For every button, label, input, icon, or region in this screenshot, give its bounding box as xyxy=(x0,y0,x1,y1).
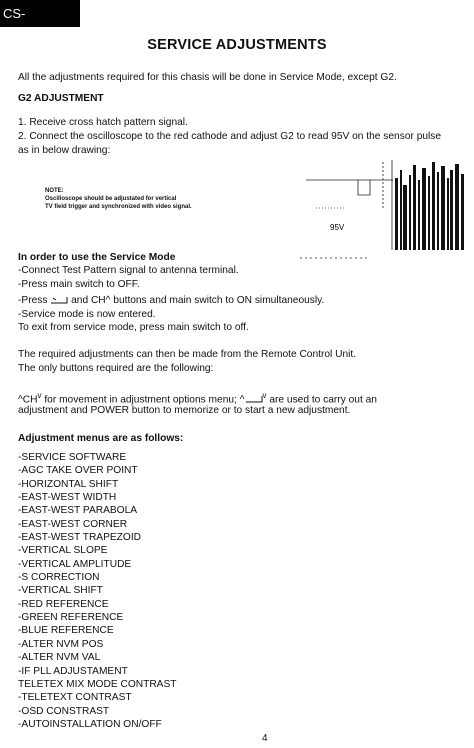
sensor-pulse xyxy=(358,180,370,195)
remote-line-2: The only buttons required are the following: xyxy=(18,363,214,374)
menu-item: -SERVICE SOFTWARE xyxy=(18,452,127,463)
menu-item: -AGC TAKE OVER POINT xyxy=(18,465,138,477)
adjustment-menu-list xyxy=(18,451,177,731)
menu-item: -EAST-WEST CORNER xyxy=(18,518,128,530)
note-line-1: Oscilloscope should be adjustated for vertical xyxy=(45,196,177,202)
menu-item: -IF PLL ADJUSTAMENT xyxy=(18,665,128,677)
video-signal-bars xyxy=(395,162,464,250)
menu-item: -RED REFERENCE xyxy=(18,598,109,610)
service-mode-heading: In order to use the Service Mode xyxy=(18,252,176,263)
menu-item: -VERTICAL SLOPE xyxy=(18,545,108,557)
up-arrow-icon: ^ xyxy=(239,394,245,406)
volume-icon xyxy=(245,395,263,404)
menu-item: TELETEX MIX MODE CONTRAST xyxy=(18,678,177,690)
page-title: SERVICE ADJUSTMENTS xyxy=(147,37,327,53)
scope-voltage-label: 95V xyxy=(330,223,345,232)
menu-item: -EAST-WEST WIDTH xyxy=(18,492,117,504)
menu-item: -HORIZONTAL SHIFT xyxy=(18,478,119,490)
remote-line-4: adjustment and POWER button to memorize or to start a new adjustment. xyxy=(18,405,351,416)
ch-button-label: ^CH xyxy=(18,394,38,406)
down-arrow-icon: v xyxy=(262,391,267,400)
g2-heading: G2 ADJUSTMENT xyxy=(18,93,104,104)
remote-line-3 xyxy=(18,391,377,405)
menus-heading: Adjustment menus are as follows: xyxy=(18,433,184,444)
menu-item: -ALTER NVM VAL xyxy=(18,652,101,664)
menu-item: -BLUE REFERENCE xyxy=(18,625,114,637)
menu-item: -VERTICAL SHIFT xyxy=(18,585,103,597)
menu-item: -S CORRECTION xyxy=(18,572,100,584)
menu-item: -VERTICAL AMPLITUDE xyxy=(18,558,132,570)
page-number: 4 xyxy=(262,733,268,744)
g2-step-1: 1. Receive cross hatch pattern signal. xyxy=(18,117,188,128)
service-mode-line-5: To exit from service mode, press main switch to off. xyxy=(18,322,249,333)
menu-item: -EAST-WEST TRAPEZOID xyxy=(18,532,142,544)
service-mode-line-2: -Press main switch to OFF. xyxy=(18,279,140,290)
volume-down-icon xyxy=(50,296,68,305)
g2-step-2: 2. Connect the oscilloscope to the red cathode and adjust G2 to read 95V on the sensor pulse xyxy=(18,131,442,142)
g2-step-2-cont: as in below drawing: xyxy=(18,145,111,156)
menu-item: -GREEN REFERENCE xyxy=(18,612,124,624)
ch-down-icon: v xyxy=(37,391,42,400)
press-label: -Press xyxy=(18,295,48,306)
remote-line-1: The required adjustments can then be made from the Remote Control Unit. xyxy=(18,349,357,360)
note-label: NOTE: xyxy=(45,188,64,194)
menu-item: -AUTOINSTALLATION ON/OFF xyxy=(18,718,162,730)
remote-line-3-mid: for movement in adjustment options menu; xyxy=(44,394,237,406)
menu-item: -ALTER NVM POS xyxy=(18,638,104,650)
intro-text: All the adjustments required for this chasis will be done in Service Mode, except G2. xyxy=(18,72,397,83)
model-tag: CS-MODELS xyxy=(0,0,80,27)
menu-item: -TELETEXT CONTRAST xyxy=(18,692,132,704)
service-mode-line-1: -Connect Test Pattern signal to antenna terminal. xyxy=(18,265,239,276)
service-mode-line-3 xyxy=(18,295,324,306)
press-label-rest: and CH^ buttons and main switch to ON simultaneously. xyxy=(71,295,325,306)
oscilloscope-note xyxy=(45,187,192,211)
remote-line-3-rest: are used to carry out an xyxy=(269,394,377,406)
menu-item: -OSD CONSTRAST xyxy=(18,705,110,717)
note-line-2: TV field trigger and synchronized with video signal. xyxy=(45,204,192,210)
oscilloscope-waveform-diagram xyxy=(298,150,466,260)
menu-item: -EAST-WEST PARABOLA xyxy=(18,505,138,517)
service-mode-line-4: -Service mode is now entered. xyxy=(18,309,156,320)
